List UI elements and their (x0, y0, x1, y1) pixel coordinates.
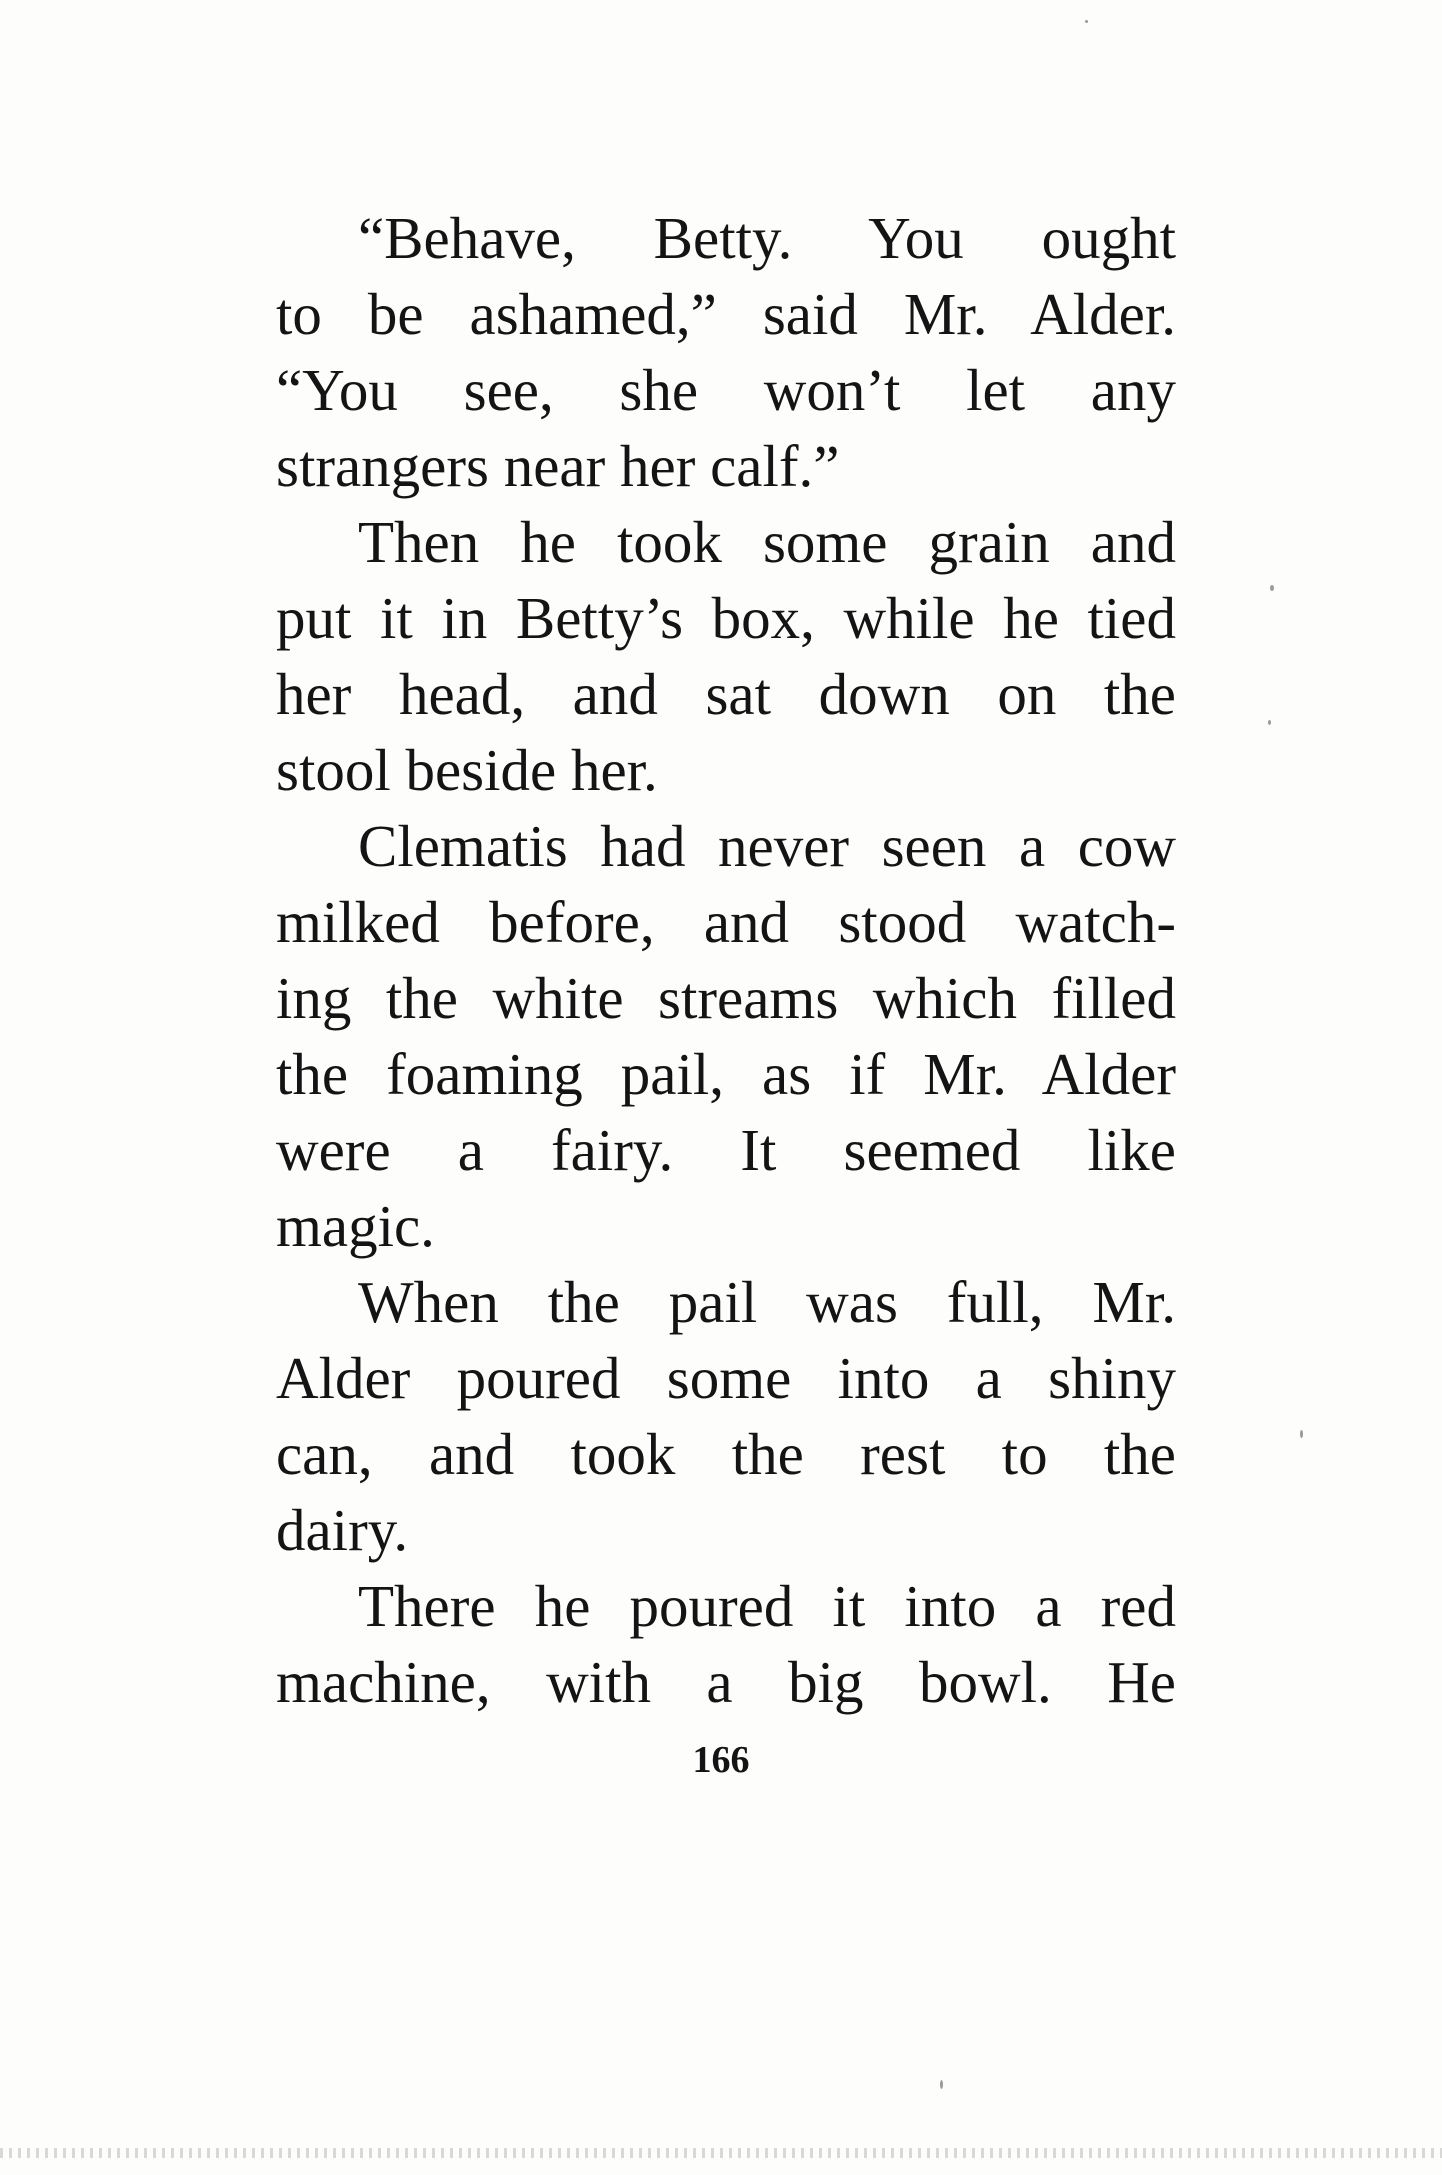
scan-speck (1300, 1430, 1303, 1438)
scan-speck (1268, 720, 1271, 725)
page-number: 166 (692, 1739, 750, 1781)
text-line: machine, with a big bowl. He (276, 1649, 1176, 1715)
text-line: can, and took the rest to the (276, 1421, 1176, 1487)
scan-speck (940, 2080, 943, 2089)
text-line: magic. (276, 1193, 435, 1259)
text-line: “Behave, Betty. You ought (358, 205, 1176, 271)
text-line: milked before, and stood watch- (276, 889, 1176, 955)
scan-speck (1085, 20, 1088, 23)
text-line: her head, and sat down on the (276, 661, 1176, 727)
text-line: to be ashamed,” said Mr. Alder. (276, 281, 1176, 347)
scan-speck (1270, 585, 1274, 591)
text-line: were a fairy. It seemed like (276, 1117, 1176, 1183)
text-line: ing the white streams which filled (276, 965, 1176, 1031)
text-line: the foaming pail, as if Mr. Alder (276, 1041, 1176, 1107)
text-line: Then he took some grain and (358, 509, 1176, 575)
text-line: put it in Betty’s box, while he tied (276, 585, 1176, 651)
text-line: “You see, she won’t let any (276, 357, 1176, 423)
text-line: strangers near her calf.” (276, 433, 840, 499)
text-line: There he poured it into a red (358, 1573, 1176, 1639)
text-line: Alder poured some into a shiny (276, 1345, 1176, 1411)
text-line: stool beside her. (276, 737, 658, 803)
text-line: Clematis had never seen a cow (358, 813, 1176, 879)
text-line: dairy. (276, 1497, 409, 1563)
body-text (276, 200, 1176, 1720)
scan-edge-artifact (0, 2148, 1442, 2158)
text-line: When the pail was full, Mr. (358, 1269, 1176, 1335)
